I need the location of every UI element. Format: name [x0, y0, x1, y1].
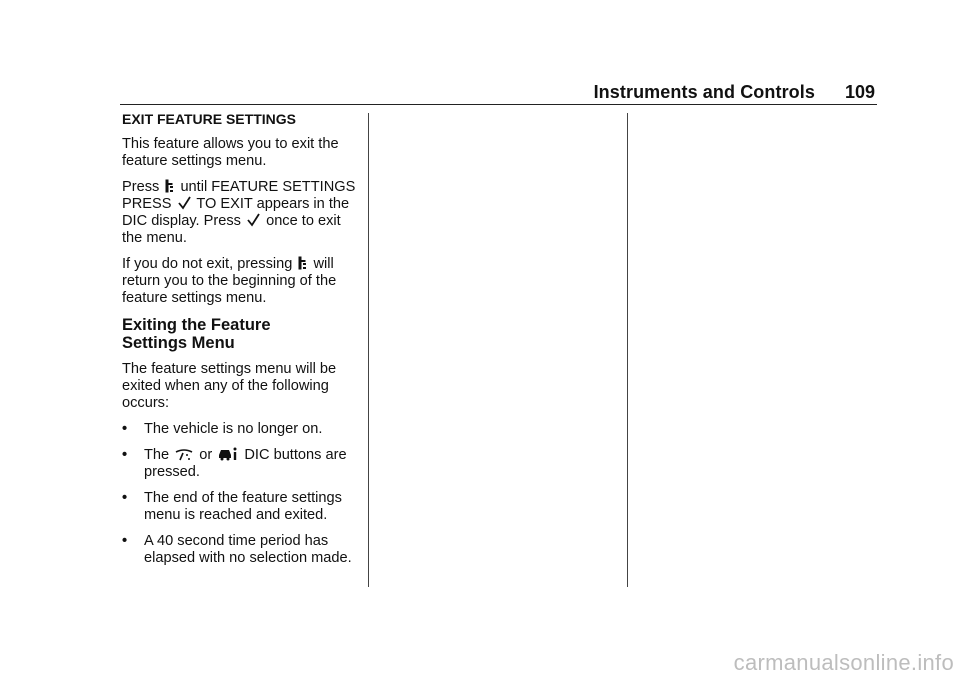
- page-header: [120, 82, 877, 105]
- column-left: [122, 111, 362, 576]
- paragraph: Press until FEATURE SETTINGS PRESS TO EXIT appears in the DIC display. Press once to exit the menu.: [122, 179, 356, 246]
- vehicle-info-icon: [218, 447, 238, 461]
- list-item: • The end of the feature settings menu is reached and exited.: [122, 490, 342, 523]
- paragraph: The feature settings menu will be exited when any of the following occurs:: [122, 361, 337, 411]
- paragraph: This feature allows you to exit the feature settings menu.: [122, 136, 339, 169]
- paragraph: If you do not exit, pressing will return you to the beginning of the feature settings menu.: [122, 256, 337, 306]
- vehicle-settings-icon: [165, 179, 174, 193]
- list-item: • A 40 second time period has elapsed with no selection made.: [122, 533, 352, 566]
- bullet-list: [122, 421, 362, 567]
- subheading: Exiting the Feature Settings Menu: [122, 316, 271, 352]
- vehicle-settings-icon: [298, 256, 307, 270]
- list-item: • The or DIC buttons are pressed.: [122, 447, 347, 480]
- trip-fuel-icon: [175, 449, 193, 461]
- column-divider-2: [627, 113, 628, 587]
- list-item: • The vehicle is no longer on.: [122, 421, 323, 437]
- page-number: 109: [844, 82, 875, 102]
- watermark[interactable]: carmanualsonline.info: [733, 650, 954, 675]
- column-divider-1: [368, 113, 369, 587]
- header-title: Instruments and Controls: [593, 82, 815, 102]
- section-title: EXIT FEATURE SETTINGS: [122, 111, 296, 127]
- checkmark-icon: [247, 213, 260, 227]
- checkmark-icon: [178, 196, 191, 210]
